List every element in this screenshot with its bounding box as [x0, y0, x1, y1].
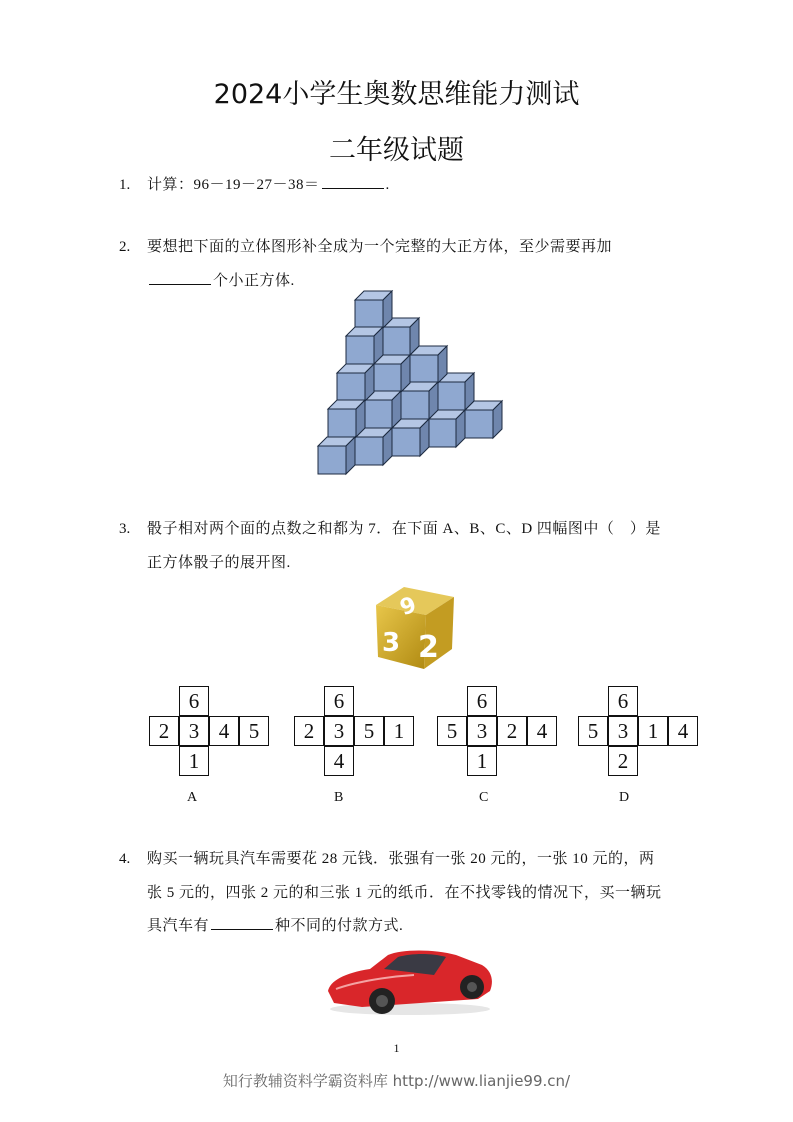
answer-blank[interactable] — [149, 270, 211, 285]
net-cell: 1 — [467, 746, 497, 776]
question-4-prefix: 具汽车有 — [147, 918, 210, 934]
net-cell: 4 — [668, 716, 698, 746]
net-cell: 1 — [638, 716, 668, 746]
net-cell: 2 — [497, 716, 527, 746]
net-cell: 5 — [239, 716, 269, 746]
question-text: 要想把下面的立体图形补全成为一个完整的大正方体，至少需要再加 — [147, 239, 613, 255]
question-text — [147, 264, 295, 298]
net-cell: 6 — [324, 686, 354, 716]
question-number: 4. — [119, 851, 131, 867]
dice-face-left: 3 — [382, 628, 401, 658]
question-text — [147, 168, 390, 202]
net-label: C — [479, 790, 489, 805]
net-cell: 2 — [608, 746, 638, 776]
net-cell: 4 — [527, 716, 557, 746]
dice-face-top: 6 — [395, 589, 419, 619]
net-label: D — [619, 790, 630, 805]
question-4-suffix: 种不同的付款方式. — [275, 918, 404, 934]
question-text: 正方体骰子的展开图. — [147, 555, 291, 571]
answer-blank[interactable] — [322, 174, 384, 189]
question-number: 1. — [119, 177, 131, 193]
net-cell: 1 — [179, 746, 209, 776]
page-title: 2024小学生奥数思维能力测试 — [213, 79, 580, 110]
net-cell: 3 — [467, 716, 497, 746]
net-cell: 5 — [578, 716, 608, 746]
dice-image — [370, 583, 458, 673]
question-2-suffix: 个小正方体. — [213, 273, 295, 289]
question-text: 购买一辆玩具汽车需要花 28 元钱．张强有一张 20 元的，一张 10 元的，两 — [147, 851, 655, 867]
net-cell: 4 — [209, 716, 239, 746]
net-label: B — [334, 790, 344, 805]
net-cell: 6 — [179, 686, 209, 716]
question-number: 3. — [119, 521, 131, 537]
period: . — [385, 177, 390, 193]
net-cell: 2 — [294, 716, 324, 746]
toy-car-image — [322, 945, 497, 1017]
question-number: 2. — [119, 239, 131, 255]
net-label: A — [187, 790, 198, 805]
net-cell: 3 — [179, 716, 209, 746]
net-cell: 3 — [324, 716, 354, 746]
net-cell: 1 — [384, 716, 414, 746]
net-cell: 4 — [324, 746, 354, 776]
net-cell: 6 — [467, 686, 497, 716]
page-number: 1 — [393, 1041, 400, 1055]
page-subtitle: 二年级试题 — [329, 135, 464, 166]
question-text — [147, 909, 403, 943]
net-cell: 5 — [354, 716, 384, 746]
dice-face-right: 2 — [418, 630, 439, 665]
question-text: 骰子相对两个面的点数之和都为 7．在下面 A、B、C、D 四幅图中（ ）是 — [147, 521, 661, 537]
net-cell: 3 — [608, 716, 638, 746]
net-cell: 5 — [437, 716, 467, 746]
answer-blank[interactable] — [211, 915, 273, 930]
net-cell: 6 — [608, 686, 638, 716]
question-text: 张 5 元的，四张 2 元的和三张 1 元的纸币．在不找零钱的情况下，买一辆玩 — [147, 885, 662, 901]
cube-staircase-figure — [310, 290, 510, 485]
question-1-expression: 计算：96－19－27－38＝ — [147, 177, 320, 193]
net-cell: 2 — [149, 716, 179, 746]
footer-watermark: 知行教辅资料学霸资料库 http://www.lianjie99.cn/ — [222, 1072, 571, 1090]
